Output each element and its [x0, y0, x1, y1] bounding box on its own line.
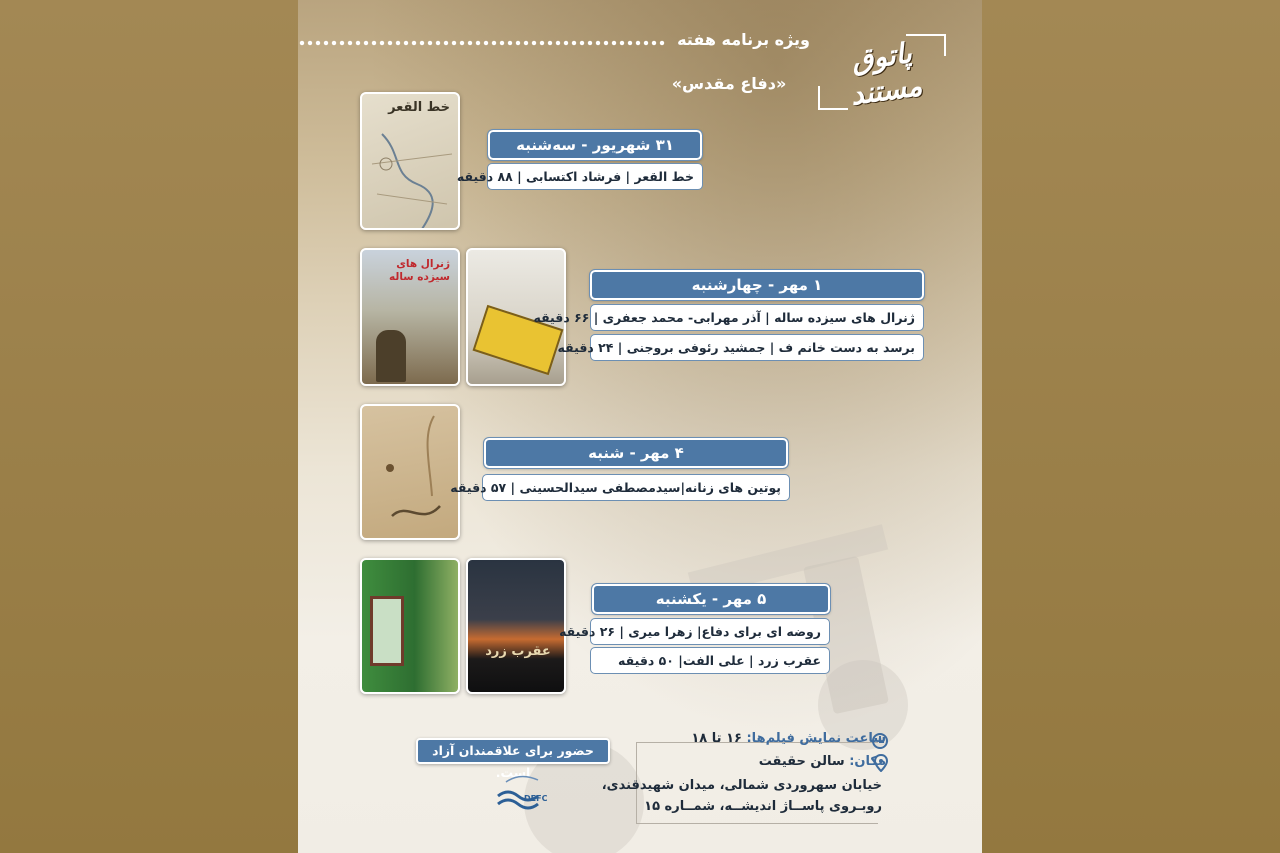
address-line-2: روبـروی پاســاژ اندیشــه، شمــاره ۱۵ [644, 799, 882, 814]
header-dotted-line [298, 40, 666, 46]
poster-aghrab-title: عقرب زرد [485, 644, 551, 659]
poster-generals-title: ژنرال های سیزده ساله [389, 258, 450, 283]
event-poster [298, 0, 982, 853]
poster-aghrab [466, 558, 566, 694]
header-subtitle: «دفاع مقدس» [671, 74, 787, 93]
showtime-line [691, 731, 886, 746]
window-frame [370, 596, 404, 666]
map-illustration [362, 94, 460, 230]
sand-writing [362, 406, 460, 540]
showtime-label: ساعت نمایش فیلم‌ها: [746, 731, 886, 746]
defc-label: DEFC [524, 794, 548, 803]
poster-khat-title: خط القعر [388, 100, 450, 115]
poster-generals [360, 248, 460, 386]
defc-logo [494, 770, 556, 814]
day-header-sunday: ۵ مهر - یکشنبه [592, 584, 830, 614]
background-left [0, 0, 298, 853]
film-row-rozeh: روضه ای برای دفاع| زهرا میری | ۲۶ دقیقه [590, 618, 830, 645]
showtime-value: ۱۶ تا ۱۸ [691, 731, 742, 746]
day-header-tuesday: ۳۱ شهریور - سه‌شنبه [488, 130, 702, 160]
venue-value: سالن حقیقت [758, 754, 845, 769]
patogh-mostanad-logo [814, 32, 954, 122]
background-right [982, 0, 1280, 853]
day-header-wednesday: ۱ مهر - چهارشنبه [590, 270, 924, 300]
header-title: ویژه برنامه هفته [677, 30, 810, 49]
day-header-saturday: ۴ مهر - شنبه [484, 438, 788, 468]
poster-rozeh [360, 558, 460, 694]
film-row-khat: خط القعر | فرشاد اکتسابی | ۸۸ دقیقه [487, 163, 703, 190]
address-line-1: خیابان سهروردی شمالی، میدان شهیدقندی، [601, 778, 882, 793]
venue-line [759, 754, 886, 769]
free-entry-badge: حضور برای علاقمندان آزاد است. [416, 738, 610, 764]
venue-label: مکان: [849, 754, 886, 769]
defc-waves-icon [494, 770, 556, 814]
logo-text: پاتوق مستند [848, 36, 925, 112]
film-row-generals: ژنرال های سیزده ساله | آذر مهرابی- محمد جعفری | ۶۶ دقیقه [590, 304, 924, 331]
poster-pootin [360, 404, 460, 540]
film-row-barasad: برسد به دست خانم ف | جمشید رئوفی بروجنی | ۲۴ دقیقه [590, 334, 924, 361]
boy-figure [376, 330, 406, 382]
film-row-aghrab: عقرب زرد | علی الفت| ۵۰ دقیقه [590, 647, 830, 674]
film-row-pootin: پوتین های زنانه|سیدمصطفی سیدالحسینی | ۵۷ دقیقه [482, 474, 790, 501]
poster-khat-alghaar [360, 92, 460, 230]
